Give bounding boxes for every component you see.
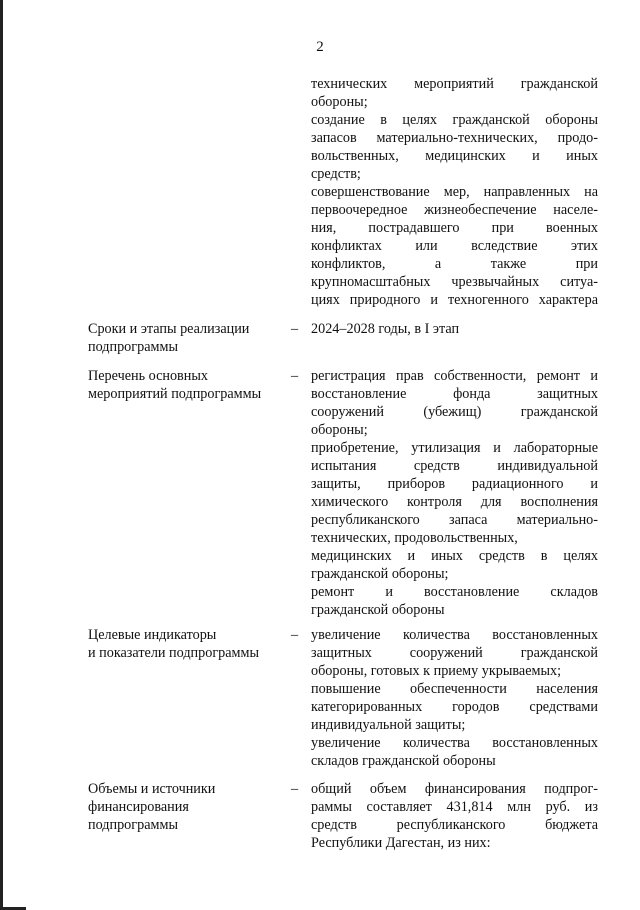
- intro-line: ния, пострадавшего при военных: [311, 220, 598, 236]
- intro-line: конфликтов, а также при: [311, 256, 598, 272]
- section-value: складов гражданской обороны: [311, 753, 496, 769]
- section-value: восстановление фонда защитных: [311, 386, 598, 402]
- section-label: и показатели подпрограммы: [88, 645, 260, 661]
- section-value: технических, продовольственных,: [311, 530, 518, 546]
- section-dash: –: [291, 368, 299, 384]
- section-value: гражданской обороны;: [311, 566, 449, 582]
- intro-line: обороны;: [311, 94, 368, 110]
- section-value: повышение обеспеченности населения: [311, 681, 598, 697]
- section-value: регистрация прав собственности, ремонт и: [311, 368, 598, 384]
- section-label: Целевые индикаторы: [88, 627, 217, 643]
- intro-line: вольственных, медицинских и иных: [311, 148, 598, 164]
- section-value: защитных сооружений гражданской: [311, 645, 598, 661]
- page-number: 2: [316, 39, 324, 55]
- section-value: категорированных городов средствами: [311, 699, 598, 715]
- section-value: увеличение количества восстановленных: [311, 627, 598, 643]
- intro-line: крупномасштабных чрезвычайных ситуа-: [311, 274, 598, 290]
- section-label: финансирования: [88, 799, 189, 815]
- intro-line: первоочередное жизнеобеспечение населе-: [311, 202, 598, 218]
- section-label: подпрограммы: [88, 817, 178, 833]
- intro-line: циях природного и техногенного характера: [311, 292, 598, 308]
- intro-line: создание в целях гражданской обороны: [311, 112, 598, 128]
- intro-line: конфликтах или вследствие этих: [311, 238, 598, 254]
- section-dash: –: [291, 781, 299, 797]
- section-dash: –: [291, 627, 299, 643]
- scan-edge: [0, 0, 3, 910]
- section-label: Объемы и источники: [88, 781, 216, 797]
- section-value: республиканского запаса материально-: [311, 512, 598, 528]
- section-value: медицинских и иных средств в целях: [311, 548, 598, 564]
- section-value: гражданской обороны: [311, 602, 445, 618]
- section-value: испытания средств индивидуальной: [311, 458, 598, 474]
- section-value: раммы составляет 431,814 млн руб. из: [311, 799, 598, 815]
- section-label: Сроки и этапы реализации: [88, 321, 250, 337]
- section-value: обороны;: [311, 422, 368, 438]
- section-value: средств республиканского бюджета: [311, 817, 598, 833]
- section-value: Республики Дагестан, из них:: [311, 835, 491, 851]
- intro-line: средств;: [311, 166, 361, 182]
- section-value: общий объем финансирования подпрог-: [311, 781, 598, 797]
- section-label: Перечень основных: [88, 368, 208, 384]
- section-label: подпрограммы: [88, 339, 178, 355]
- section-value: индивидуальной защиты;: [311, 717, 466, 733]
- section-label: мероприятий подпрограммы: [88, 386, 262, 402]
- intro-line: совершенствование мер, направленных на: [311, 184, 598, 200]
- intro-line: запасов материально-технических, продо-: [311, 130, 598, 146]
- section-value: химического контроля для восполнения: [311, 494, 598, 510]
- section-value: обороны, готовых к приему укрываемых;: [311, 663, 562, 679]
- section-value: сооружений (убежищ) гражданской: [311, 404, 598, 420]
- section-value: 2024–2028 годы, в I этап: [311, 321, 460, 337]
- section-value: приобретение, утилизация и лабораторные: [311, 440, 598, 456]
- section-dash: –: [291, 321, 299, 337]
- intro-line: технических мероприятий гражданской: [311, 76, 598, 92]
- section-value: ремонт и восстановление складов: [311, 584, 598, 600]
- section-value: увеличение количества восстановленных: [311, 735, 598, 751]
- section-value: защиты, приборов радиационного и: [311, 476, 598, 492]
